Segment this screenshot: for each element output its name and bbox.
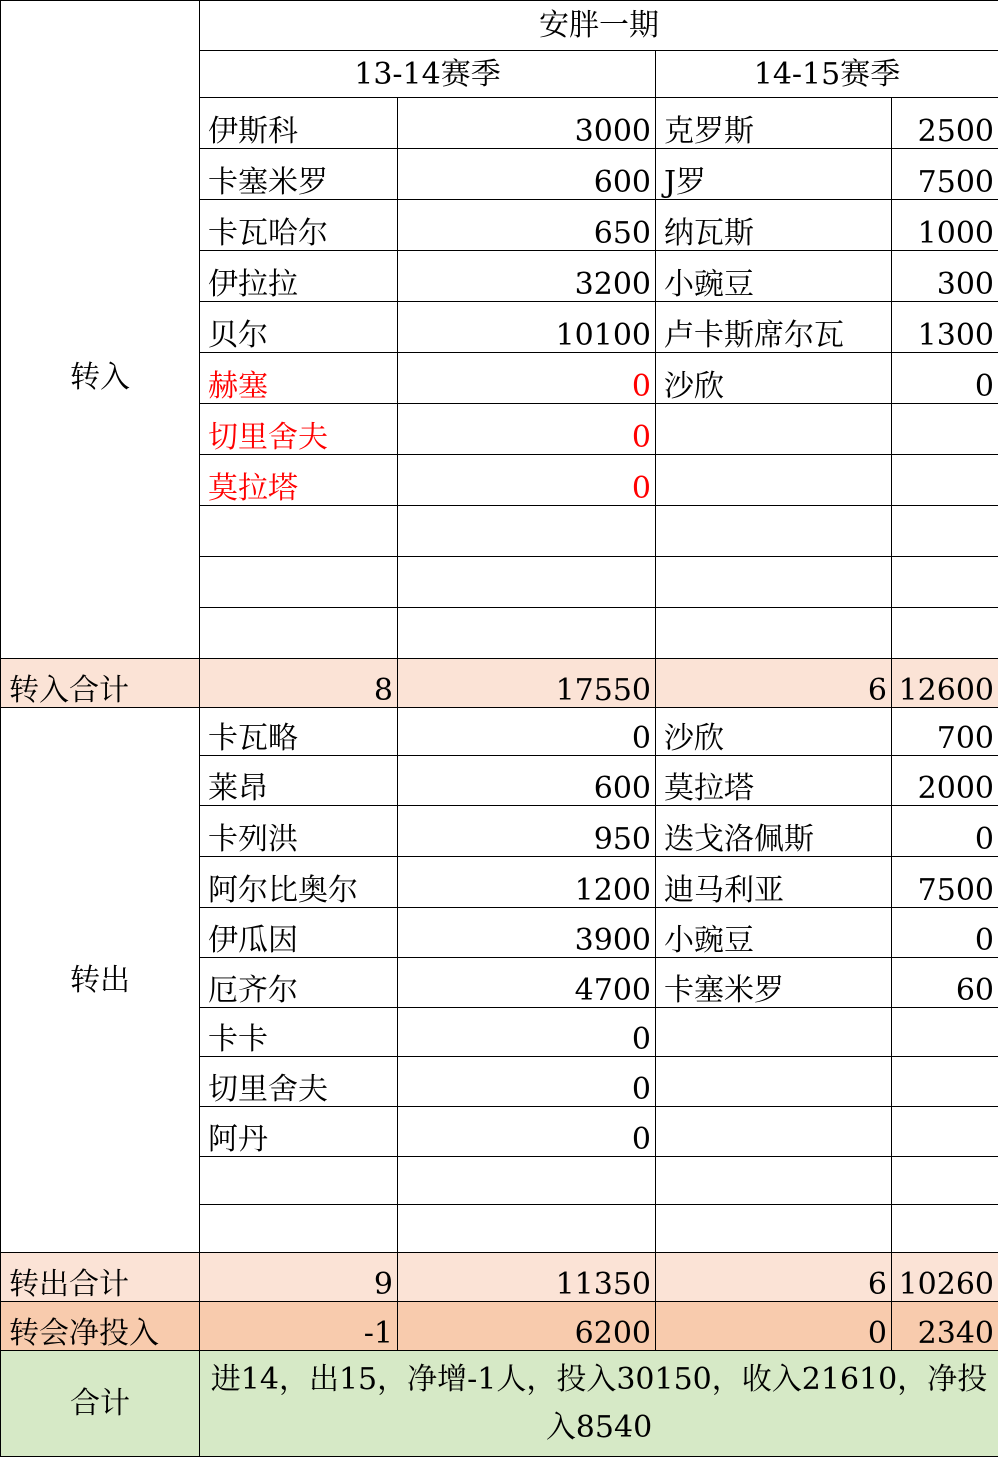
- fee-1314: 1200: [398, 857, 656, 908]
- player-name-1314: 伊瓜因: [200, 908, 398, 958]
- player-name-1415: 纳瓦斯: [656, 200, 892, 251]
- player-name-1415: J罗: [656, 149, 892, 200]
- player-name-1415: 莫拉塔: [656, 756, 892, 806]
- in-total-row-sum-1314: 17550: [398, 659, 656, 708]
- grand-total-label: 合计: [1, 1351, 200, 1457]
- fee-1314: 0: [398, 708, 656, 756]
- in-total-row-label: 转入合计: [1, 659, 200, 708]
- fee-1415: 0: [892, 908, 998, 958]
- fee-1415: 2000: [892, 756, 998, 806]
- player-name-1415: 克罗斯: [656, 98, 892, 149]
- table-title: 安胖一期: [200, 1, 998, 51]
- player-name-1314: 阿丹: [200, 1107, 398, 1157]
- season-header-1: 13-14赛季: [200, 51, 656, 98]
- player-name-1314: 卡列洪: [200, 806, 398, 857]
- fee-1314: 650: [398, 200, 656, 251]
- fee-1415: 300: [892, 251, 998, 302]
- player-name-1415: [656, 455, 892, 506]
- player-name-1314: 莫拉塔: [200, 455, 398, 506]
- fee-1314: 950: [398, 806, 656, 857]
- section-label-out: 转出: [1, 708, 200, 1253]
- fee-1415: 0: [892, 806, 998, 857]
- fee-1314: 3200: [398, 251, 656, 302]
- player-name-1415: [656, 1205, 892, 1253]
- player-name-1415: 沙欣: [656, 353, 892, 404]
- player-name-1314: 伊拉拉: [200, 251, 398, 302]
- fee-1415: 1000: [892, 200, 998, 251]
- fee-1415: 0: [892, 353, 998, 404]
- fee-1314: 0: [398, 1008, 656, 1057]
- corner-cell: [1, 1, 200, 98]
- table-row: [1, 98, 998, 149]
- fee-1415: [892, 1205, 998, 1253]
- player-name-1314: 厄齐尔: [200, 958, 398, 1008]
- player-name-1415: [656, 1057, 892, 1107]
- out-total-row-sum-1314: 11350: [398, 1253, 656, 1302]
- player-name-1314: 贝尔: [200, 302, 398, 353]
- fee-1314: [398, 1205, 656, 1253]
- net-row-label: 转会净投入: [1, 1302, 200, 1351]
- fee-1415: [892, 1057, 998, 1107]
- player-name-1415: 迪马利亚: [656, 857, 892, 908]
- out-total-row: [1, 1253, 998, 1302]
- player-name-1314: 莱昂: [200, 756, 398, 806]
- in-total-row: [1, 659, 998, 708]
- fee-1314: 0: [398, 1107, 656, 1157]
- table-row: [1, 708, 998, 756]
- player-name-1314: 切里舍夫: [200, 1057, 398, 1107]
- fee-1415: 7500: [892, 149, 998, 200]
- player-name-1415: [656, 608, 892, 659]
- fee-1415: [892, 608, 998, 659]
- player-name-1314: 赫塞: [200, 353, 398, 404]
- player-name-1415: [656, 557, 892, 608]
- player-name-1415: [656, 1008, 892, 1057]
- fee-1314: [398, 506, 656, 557]
- fee-1314: [398, 1157, 656, 1205]
- player-name-1314: [200, 1157, 398, 1205]
- player-name-1415: 小豌豆: [656, 908, 892, 958]
- fee-1415: 2500: [892, 98, 998, 149]
- player-name-1415: 沙欣: [656, 708, 892, 756]
- player-name-1415: [656, 404, 892, 455]
- player-name-1415: 卡塞米罗: [656, 958, 892, 1008]
- out-total-row-count-1314: 9: [200, 1253, 398, 1302]
- out-total-row-label: 转出合计: [1, 1253, 200, 1302]
- player-name-1415: 小豌豆: [656, 251, 892, 302]
- out-total-row-count-1415: 6: [656, 1253, 892, 1302]
- fee-1415: [892, 1008, 998, 1057]
- fee-1314: 10100: [398, 302, 656, 353]
- player-name-1314: 伊斯科: [200, 98, 398, 149]
- player-name-1314: 卡瓦哈尔: [200, 200, 398, 251]
- fee-1314: [398, 608, 656, 659]
- in-total-row-count-1314: 8: [200, 659, 398, 708]
- fee-1314: 3000: [398, 98, 656, 149]
- fee-1314: [398, 557, 656, 608]
- fee-1415: 7500: [892, 857, 998, 908]
- fee-1415: [892, 506, 998, 557]
- season-header-2: 14-15赛季: [656, 51, 998, 98]
- fee-1314: 600: [398, 149, 656, 200]
- fee-1415: 1300: [892, 302, 998, 353]
- player-name-1415: 迭戈洛佩斯: [656, 806, 892, 857]
- player-name-1415: 卢卡斯席尔瓦: [656, 302, 892, 353]
- net-row-count-1314: -1: [200, 1302, 398, 1351]
- net-row-sum-1314: 6200: [398, 1302, 656, 1351]
- grand-total-summary: 进14，出15，净增-1人，投入30150，收入21610，净投入8540: [200, 1351, 998, 1457]
- net-row-count-1415: 0: [656, 1302, 892, 1351]
- player-name-1415: [656, 506, 892, 557]
- in-total-row-sum-1415: 12600: [892, 659, 998, 708]
- fee-1314: 0: [398, 353, 656, 404]
- in-total-row-count-1415: 6: [656, 659, 892, 708]
- player-name-1314: 切里舍夫: [200, 404, 398, 455]
- player-name-1415: [656, 1107, 892, 1157]
- fee-1314: 3900: [398, 908, 656, 958]
- player-name-1415: [656, 1157, 892, 1205]
- player-name-1314: 卡塞米罗: [200, 149, 398, 200]
- out-total-row-sum-1415: 10260: [892, 1253, 998, 1302]
- grand-total-row: [1, 1351, 998, 1457]
- fee-1415: 700: [892, 708, 998, 756]
- player-name-1314: [200, 1205, 398, 1253]
- player-name-1314: [200, 608, 398, 659]
- player-name-1314: [200, 506, 398, 557]
- fee-1415: [892, 1157, 998, 1205]
- fee-1314: 0: [398, 455, 656, 506]
- fee-1415: 60: [892, 958, 998, 1008]
- fee-1415: [892, 1107, 998, 1157]
- player-name-1314: 阿尔比奥尔: [200, 857, 398, 908]
- net-row-sum-1415: 2340: [892, 1302, 998, 1351]
- fee-1314: 0: [398, 404, 656, 455]
- player-name-1314: 卡卡: [200, 1008, 398, 1057]
- player-name-1314: 卡瓦略: [200, 708, 398, 756]
- fee-1314: 600: [398, 756, 656, 806]
- fee-1415: [892, 557, 998, 608]
- section-label-in: 转入: [1, 98, 200, 659]
- fee-1314: 0: [398, 1057, 656, 1107]
- fee-1415: [892, 404, 998, 455]
- fee-1314: 4700: [398, 958, 656, 1008]
- fee-1415: [892, 455, 998, 506]
- net-row: [1, 1302, 998, 1351]
- player-name-1314: [200, 557, 398, 608]
